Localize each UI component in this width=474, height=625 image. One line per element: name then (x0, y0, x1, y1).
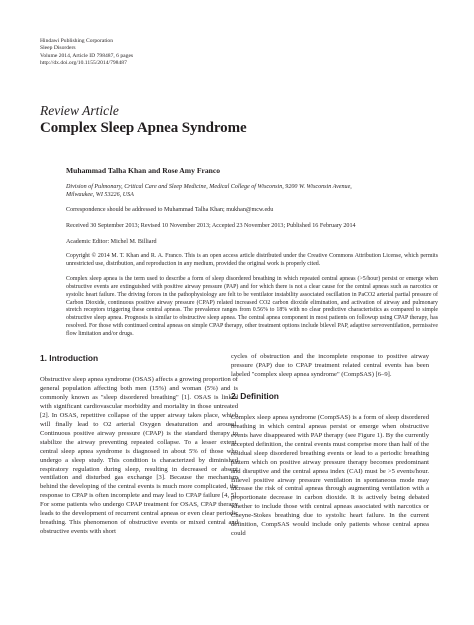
academic-editor: Academic Editor: Michel M. Billiard (66, 239, 157, 245)
right-column (231, 353, 429, 539)
article-type: Review Article (40, 103, 119, 118)
correspondence: Correspondence should be addressed to Muhammad Talha Khan; mukhan@mcw.edu (66, 207, 274, 213)
volume-info: Volume 2014, Article ID 798487, 6 pages (40, 52, 134, 59)
copyright-notice: Copyright © 2014 M. T. Khan and R. A. Franco. This is an open access article distributed under the Creative Commons Attribution License, which permits unrestricted use, distribution, and reproduction in any medium, provided the original work is properly cited. (66, 253, 438, 267)
definition-text: Complex sleep apnea syndrome (CompSAS) is a form of sleep disordered breathing in which central apneas persist or emerge when obstructive events have disappeared with PAP therapy (see Figure 1). By the currently accepted definition, the central events must comprise more than half of the residual sleep disordered breathing events or lead to a periodic breathing pattern which on positive airway pressure therapy becomes predominant and disruptive and the central apnea index (CAI) must be >5 events/hour. Bilevel positive airway pressure ventilation in spontaneous mode may increase the risk of central apneas through augmenting ventilation with a proportionate decrease in carbon dioxide. It is actively being debated whether to include those with central apneas associated with narcotics or Cheyne-Stokes breathing due to systolic heart failure. In the current definition, CompSAS would include only patients whose central apnea could (231, 413, 429, 538)
abstract: Complex sleep apnea is the term used to describe a form of sleep disordered breathing in which repeated central apneas (>5/hour) persist or emerge when obstructive events are extinguished with positive airway pressure (PAP) and for which there is not a clear cause for the central apneas such as narcotics or systolic heart failure. The driving forces in the pathophysiology are felt to be ventilator instability associated oscillation in PaCO2 arterial partial pressure of Carbon Dioxide, continuous positive airway pressure (CPAP) related increased CO2 carbon dioxide elimination, and activation of airway and pulmonary stretch receptors triggering these central apneas. The prevalence ranges from 0.56% to 18% with no clear predictive characteristics as compared to simple obstructive sleep apnea. Prognosis is similar to obstructive sleep apnea. The central apnea component in most patients on followup using CPAP therapy, has resolved. For those with continued central apneas on simple CPAP therapy, other treatment options include bilevel PAP, adaptive servoventilation, permissive flow limitation and/or drugs. (66, 276, 438, 337)
introduction-text: Obstructive sleep apnea syndrome (OSAS) affects a growing proportion of general population affecting both men (15%) and woman (5%) and is commonly known as "sleep disordered breathing" [1]. OSAS is linked with significant cardiovascular morbidity and mortality in those untreated [2]. In OSAS, repetitive collapse of the upper airway takes place, which will finally lead to O2 arterial Oxygen desaturation and arousal. Continuous positive airway pressure (CPAP) is the standard therapy to stabilize the airway preventing repeated collapse. To a lesser extent, central sleep apnea syndrome is diagnosed in about 5% of those who undergo a sleep study. This condition is characterized by diminished respiratory regulation during sleep, resulting in decreased or absent ventilation and disturbed gas exchange [3]. Because the mechanism behind the developing of the central events is much more complicated, the response to CPAP is often incomplete and may lead to CPAP failure [4, 5]. For some patients who undergo CPAP treatment for OSAS, CPAP therapy leads to the development of recurrent central apneas or even clear periodic breathing. This phenomenon of obstructive events or mixed central and obstructive events with short (40, 376, 238, 536)
introduction-continued-text: cycles of obstruction and the incomplete response to positive airway pressure (PAP) due to CPAP treatment related central events has been labeled "complex sleep apnea syndrome" (CompSAS) [6–9]. (231, 353, 429, 378)
doi-link[interactable]: http://dx.doi.org/10.1155/2014/798487 (40, 60, 127, 67)
publisher: Hindawi Publishing Corporation (40, 38, 114, 44)
section-heading-definition: 2. Definition (231, 390, 279, 401)
section-heading-introduction: 1. Introduction (40, 353, 99, 363)
affiliation-line: Milwaukee, WI 53226, USA (66, 192, 134, 199)
affiliation (66, 183, 436, 199)
affiliation-line: Division of Pulmonary, Critical Care and Sleep Medicine, Medical College of Wisconsin, 9200 W. Wisconsin Avenue, (66, 184, 352, 190)
authors: Muhammad Talha Khan and Rose Amy Franco (66, 166, 221, 175)
article-title: Complex Sleep Apnea Syndrome (40, 120, 247, 136)
publication-info (40, 38, 133, 68)
article-dates: Received 30 September 2013; Revised 10 November 2013; Accepted 23 November 2013; Published 16 February 2014 (66, 223, 356, 229)
left-column (40, 353, 238, 537)
journal-name: Sleep Disorders (40, 45, 76, 52)
